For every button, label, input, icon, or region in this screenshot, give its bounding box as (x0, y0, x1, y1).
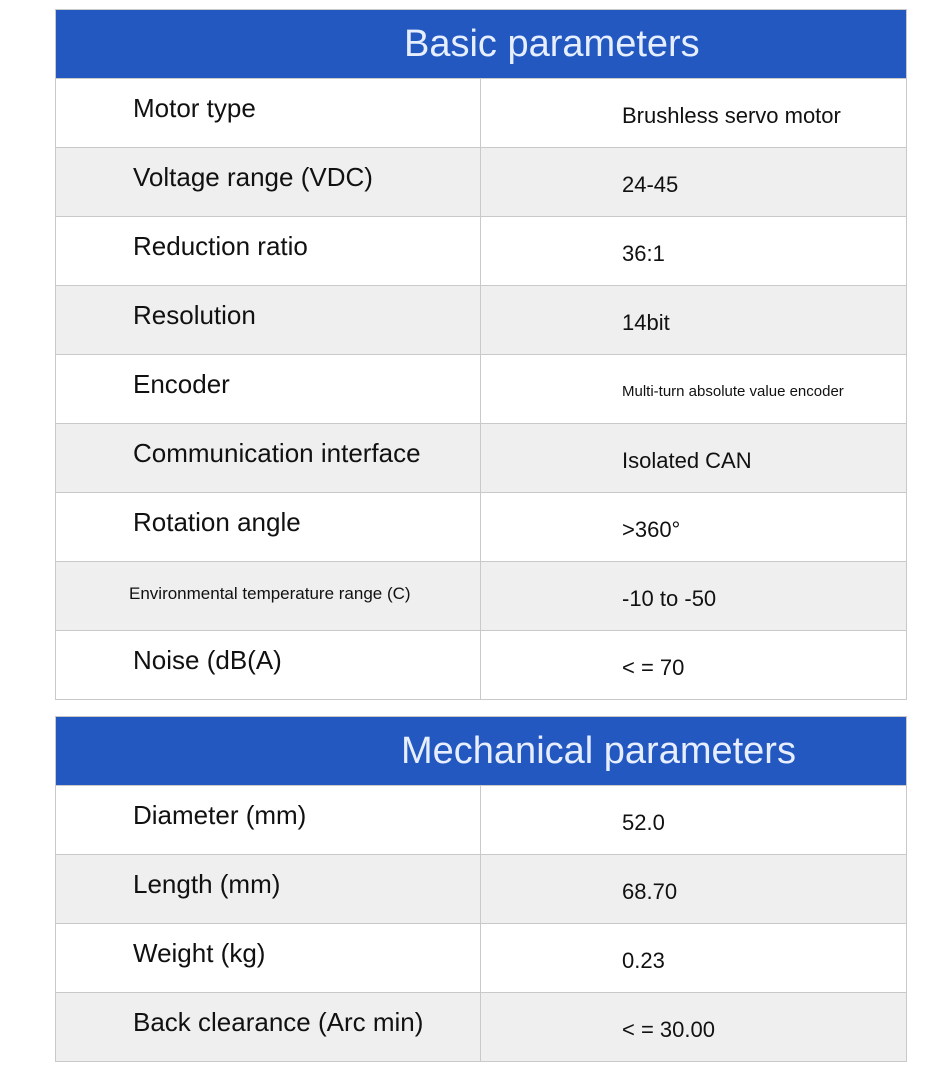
spec-row-encoder (56, 354, 906, 423)
spec-label: Voltage range (VDC) (56, 148, 481, 216)
spec-value: 68.70 (622, 879, 678, 904)
spec-value: < = 30.00 (622, 1017, 715, 1042)
mechanical-parameters-title: Mechanical parameters (56, 717, 906, 785)
spec-value: Brushless servo motor (622, 103, 841, 128)
spec-label: Communication interface (56, 424, 481, 492)
spec-value: Multi-turn absolute value encoder (622, 383, 844, 400)
spec-row-voltage-range (56, 147, 906, 216)
spec-label: Resolution (56, 286, 481, 354)
spec-row-rotation-angle (56, 492, 906, 561)
spec-row-noise (56, 630, 906, 699)
spec-label: Motor type (56, 79, 481, 147)
spec-row-back-clearance (56, 992, 906, 1061)
spec-row-diameter (56, 785, 906, 854)
spec-value: 0.23 (622, 948, 665, 973)
mechanical-parameters-table (55, 716, 907, 1062)
spec-label: Rotation angle (56, 493, 481, 561)
spec-value: Isolated CAN (622, 448, 752, 473)
spec-row-resolution (56, 285, 906, 354)
mechanical-parameters-rows (56, 785, 906, 1061)
basic-parameters-table (55, 9, 907, 700)
spec-label: Length (mm) (56, 855, 481, 923)
spec-row-temperature-range (56, 561, 906, 630)
spec-label: Diameter (mm) (56, 786, 481, 854)
spec-value: 24-45 (622, 172, 679, 197)
spec-label: Reduction ratio (56, 217, 481, 285)
spec-value: 14bit (622, 310, 670, 335)
spec-row-reduction-ratio (56, 216, 906, 285)
spec-label: Environmental temperature range (C) (56, 562, 481, 630)
spec-row-communication-interface (56, 423, 906, 492)
spec-row-motor-type (56, 78, 906, 147)
spec-row-length (56, 854, 906, 923)
spec-value: >360° (622, 517, 681, 542)
spec-label: Encoder (56, 355, 481, 423)
spec-label: Weight (kg) (56, 924, 481, 992)
spec-value: < = 70 (622, 655, 685, 680)
spec-value: 52.0 (622, 810, 665, 835)
spec-label: Back clearance (Arc min) (56, 993, 481, 1061)
spec-value: 36:1 (622, 241, 665, 266)
spec-label: Noise (dB(A) (56, 631, 481, 699)
spec-value: -10 to -50 (622, 586, 717, 611)
basic-parameters-rows (56, 78, 906, 699)
basic-parameters-title: Basic parameters (56, 10, 906, 78)
spec-row-weight (56, 923, 906, 992)
